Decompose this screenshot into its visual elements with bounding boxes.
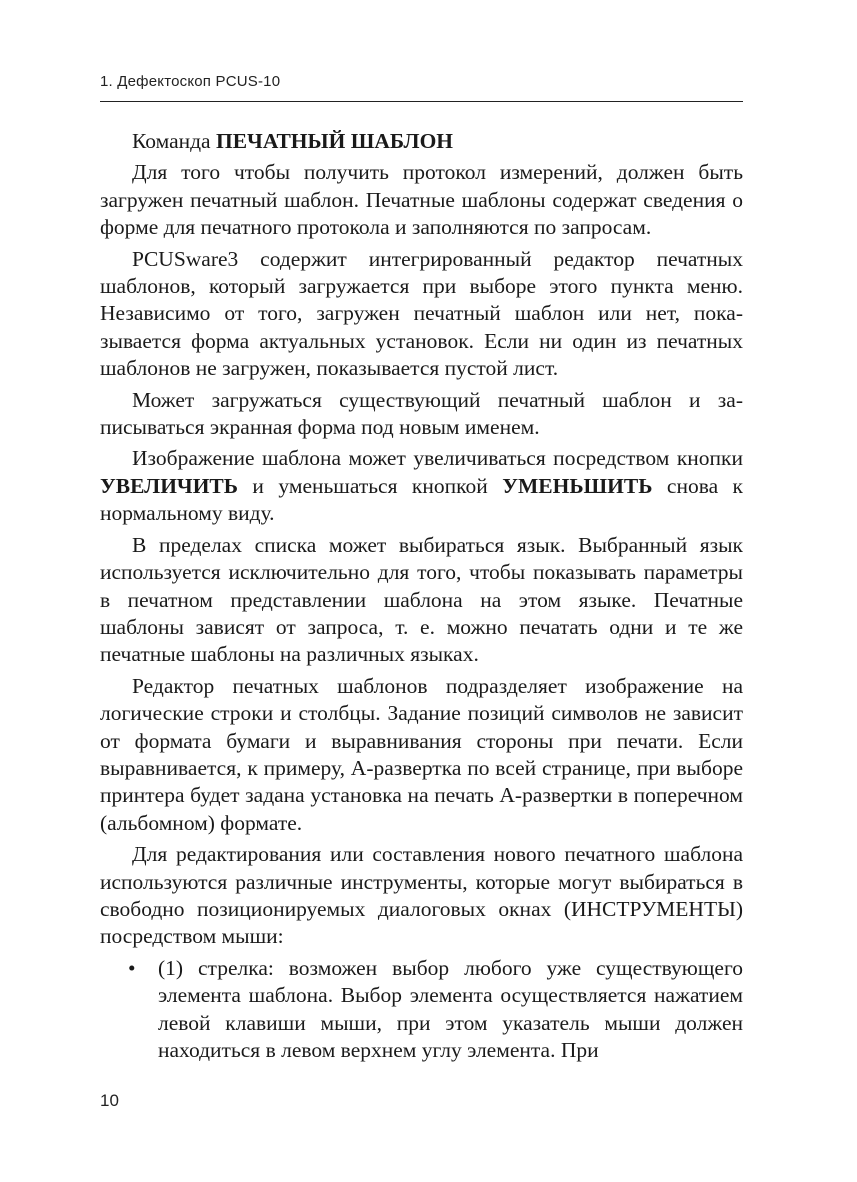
paragraph-4-text-e: снова к нормальному виду. (100, 473, 743, 526)
zoom-in-command: УВЕЛИЧИТЬ (100, 473, 238, 498)
page-body (100, 128, 743, 1064)
list-item-text: (1) стрелка: возможен выбор любого уже существующего элемента шаблона. Выбор элемента осуществляется нажатием левой клавиши мыши, при этом указатель мыши должен находиться в левом верхнем углу элемента. При (158, 955, 743, 1062)
paragraph-3: Может загружаться существующий печатный шаблон и записываться экранная форма под новым именем. (100, 387, 743, 440)
running-header: 1. Дефектоскоп PCUS-10 (100, 73, 281, 90)
bullet-icon: • (128, 955, 136, 980)
paragraph-2: PCUSware3 содержит интегрированный редактор печатных шаблонов, который загружается при выборе этого пункта меню. Независимо от того, загружен печатный шаблон или нет, показывается форма актуальных установок. Если ни один из печатных шаблонов не загружен, показывается пустой лист. (100, 246, 743, 381)
paragraph-1: Для того чтобы получить протокол измерений, должен быть загружен печатный шаблон. Печатные шаблоны содержат сведения о форме для печатного протокола и заполняются по запросам. (100, 160, 743, 240)
paragraph-5: В пределах списка может выбираться язык. Выбранный язык используется исключительно для того, чтобы показывать параметры в печатном представлении шаблона на этом языке. Печатные шаблоны зависят от запроса, т. е. можно печатать одни и те же печатные шаблоны на различных языках. (100, 532, 743, 667)
section-heading (100, 128, 743, 155)
tools-list (100, 955, 743, 1065)
heading-command: ПЕЧАТНЫЙ ШАБЛОН (215, 129, 454, 153)
list-item (100, 955, 743, 1065)
paragraph-6: Редактор печатных шаблонов подразделяет изображение на логические строки и столбцы. Задание позиций символов не зависит от формата бумаги и выравнивания стороны при печати. Если выравнивается, к примеру, А-развертка по всей странице, при выборе принтера будет задана установка на печать А-развертки в поперечном (альбомном) формате. (100, 673, 743, 835)
paragraph-4 (100, 445, 743, 527)
zoom-out-command: УМЕНЬШИТЬ (502, 473, 653, 498)
paragraph-7: Для редактирования или составления нового печатного шаблона используются различные инструменты, которые могут выбираться в свободно позиционируемых диалоговых окнах (ИНСТРУМЕНТЫ) посредством мыши: (100, 842, 743, 949)
header-rule (100, 101, 743, 102)
page-number: 10 (100, 1091, 119, 1110)
paragraph-4-text-a: Изображение шаблона может увеличиваться посредством кнопки (132, 446, 743, 471)
heading-prefix: Команда (132, 129, 216, 153)
paragraph-4-text-c: и уменьшаться кнопкой (237, 473, 503, 498)
